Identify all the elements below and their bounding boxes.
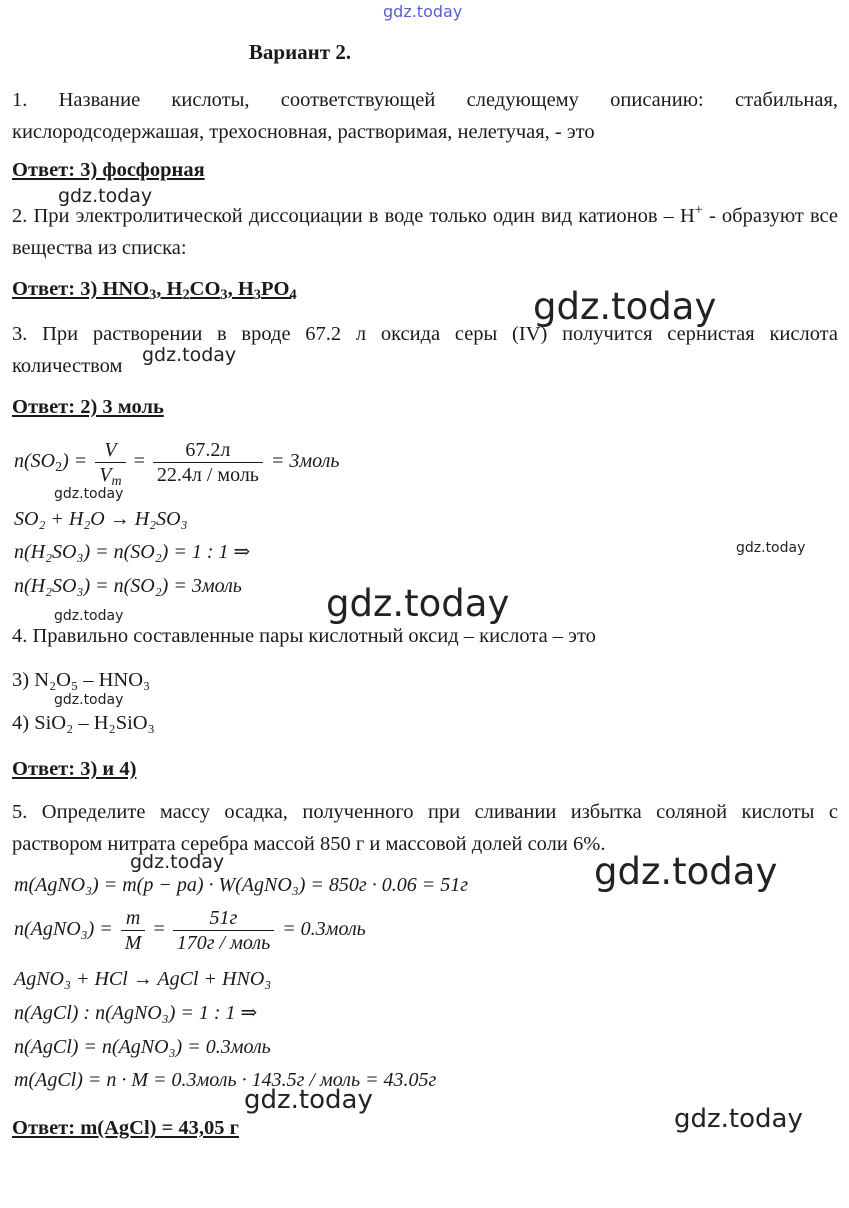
question-2-sup: + (694, 202, 703, 218)
eq-sub: 2 (55, 460, 63, 476)
q5-equation-4: n(AgCl) : n(AgNO₃) = 1 : 1 ⇒ (14, 1002, 258, 1024)
eq-rhs: = 0.3моль (282, 918, 366, 941)
eq-lhs-end: ) = (62, 450, 88, 473)
question-2-text (12, 200, 838, 264)
q3-equation-1 (14, 438, 340, 487)
formula-sub: 3 (220, 287, 228, 303)
question-2-answer (12, 276, 297, 302)
q3-equation-4: n(H₂SO₃) = n(SO₂) = 3моль (14, 575, 242, 597)
fraction-numerator: 67.2л (153, 438, 263, 463)
question-2-text-main: 2. При электролитической диссоциации в воде только один вид катионов – H (12, 205, 695, 227)
fraction (95, 438, 125, 487)
watermark-large: gdz.today (533, 285, 717, 328)
fraction-denominator: M (124, 932, 142, 954)
watermark: gdz.today (54, 608, 124, 624)
fraction-numerator: V (95, 438, 125, 463)
fraction-denominator: 170г / моль (176, 932, 271, 954)
fraction-numerator: 51г (173, 906, 274, 931)
q5-equation-3: AgNO₃ + HCl → AgCl + HNO₃ (14, 968, 272, 990)
watermark-large: gdz.today (594, 850, 778, 893)
question-3-answer: Ответ: 2) 3 моль (12, 396, 164, 418)
watermark: gdz.today (244, 1085, 373, 1115)
watermark: gdz.today (54, 486, 124, 502)
question-5-text: 5. Определите массу осадка, полученного при сливании избытка соляной кислоты с раствором нитрата серебра массой 850 г и массовой долей соли 6%. (12, 801, 838, 855)
formula-sub: 2 (182, 287, 190, 303)
question-1-text: 1. Название кислоты, соответствующей следующему описанию: стабильная, кислородсодержашая, трехосновная, растворимая, нелетучая, - это (12, 89, 838, 143)
formula-sub: 4 (289, 287, 297, 303)
q4-option-3: 3) N₂O₅ – HNO₃ (12, 669, 151, 691)
formula-part: CO (189, 278, 221, 300)
formula-part: , H (156, 278, 183, 300)
fraction (121, 906, 146, 955)
den-main: V (99, 464, 112, 486)
formula-part: , H (227, 278, 254, 300)
fraction (173, 906, 274, 955)
q5-equation-2 (14, 906, 366, 955)
watermark: gdz.today (142, 344, 237, 366)
equals-sign: = (153, 918, 165, 941)
eq-lhs: n(SO (14, 450, 56, 473)
q5-equation-6: m(AgCl) = n · M = 0.3моль · 143.5г / моль = 43.05г (14, 1069, 437, 1091)
q5-equation-5: n(AgCl) = n(AgNO₃) = 0.3моль (14, 1036, 271, 1058)
q4-option-4: 4) SiO₂ – H₂SiO₃ (12, 712, 155, 734)
question-4-text: 4. Правильно составленные пары кислотный оксид – кислота – это (12, 625, 596, 647)
watermark-large: gdz.today (326, 582, 510, 625)
q3-equation-3: n(H₂SO₃) = n(SO₂) = 1 : 1 ⇒ (14, 541, 251, 563)
watermark: gdz.today (54, 692, 124, 708)
formula-sub: 3 (149, 287, 157, 303)
formula-part: PO (260, 278, 290, 300)
watermark: gdz.today (58, 185, 153, 207)
q5-equation-1: m(AgNO₃) = m(p − pa) · W(AgNO₃) = 850г · 0.06 = 51г (14, 874, 469, 896)
question-1-answer: Ответ: 3) фосфорная (12, 159, 205, 181)
question-4-answer: Ответ: 3) и 4) (12, 758, 137, 780)
page-title: Вариант 2. (248, 40, 352, 64)
fraction-denominator (95, 463, 125, 487)
fraction-denominator: 22.4л / моль (156, 464, 259, 486)
watermark: gdz.today (130, 851, 225, 873)
question-2-text-end: - образуют все вещества из списка: (12, 205, 838, 259)
question-3-text: 3. При растворении в вроде 67.2 л оксида серы (IV) получится сернистая кислота количеством (12, 323, 838, 377)
fraction-numerator: m (121, 906, 146, 931)
watermark-top: gdz.today (383, 2, 463, 21)
answer-prefix: Ответ: 3) (12, 278, 103, 300)
equals-sign: = (133, 450, 145, 473)
den-sub: m (111, 474, 122, 489)
watermark: gdz.today (674, 1104, 803, 1134)
eq-rhs: = 3моль (270, 450, 340, 473)
formula-part: HNO (102, 278, 150, 300)
q3-equation-2: SO₂ + H₂O → H₂SO₃ (14, 508, 188, 530)
fraction (153, 438, 263, 487)
formula-sub: 3 (253, 287, 261, 303)
eq-lhs: n(AgNO₃) = (14, 918, 113, 941)
question-5-answer: Ответ: m(AgCl) = 43,05 г (12, 1117, 239, 1139)
watermark: gdz.today (736, 540, 806, 556)
